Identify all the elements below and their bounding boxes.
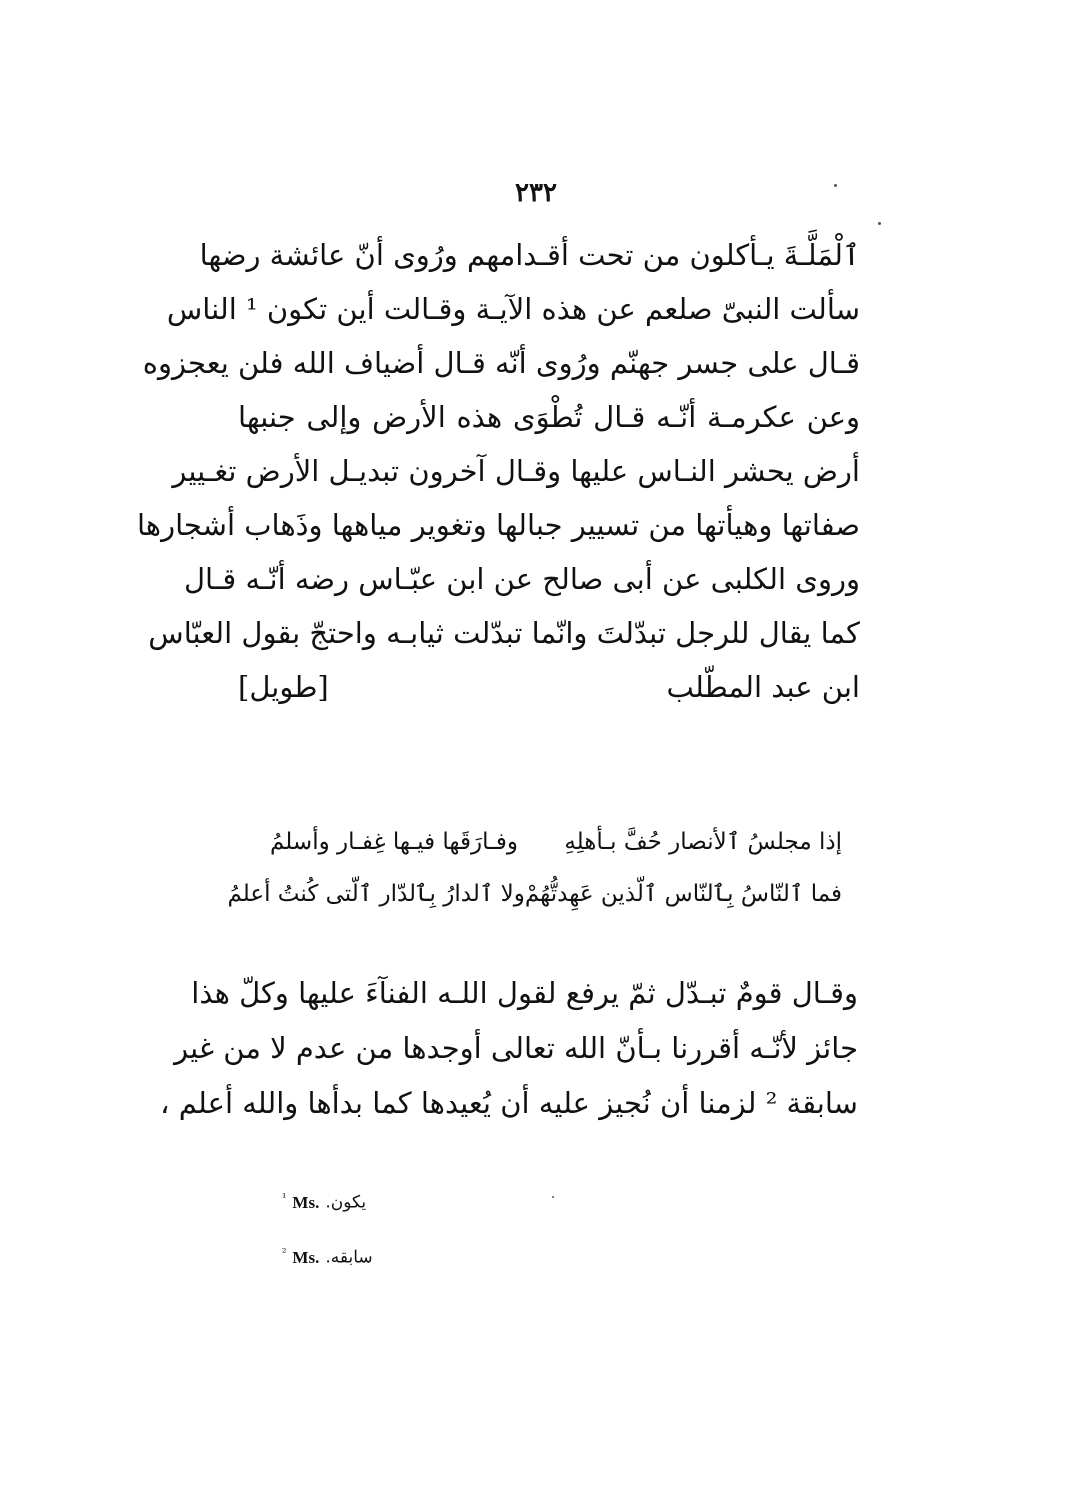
verse-second-hemistich: وفـارَقَها فيـها غِفـار وأسلمُ — [270, 829, 518, 855]
footnote-mark: ¹ — [282, 1191, 287, 1204]
text-line: سألت النبىّ صلعم عن هذه الآيـة وقـالت أين تكون ¹ الناس — [166, 292, 860, 326]
text-line: أرض يحشر النـاس عليها وقـال آخرون تبديـل الأرض تغـيير — [172, 454, 860, 488]
print-speck — [878, 222, 881, 225]
text-line: وعن عكرمـة أنّـه قـال تُطْوَى هذه الأرض وإلى جنبها — [238, 400, 860, 434]
print-speck — [552, 1196, 554, 1198]
footnote-mark: ² — [282, 1246, 287, 1259]
verse-first-hemistich: إذا مجلسُ ٱلأنصار حُفَّ بـأهلِهِ — [564, 829, 842, 855]
page-number: ٢٣٢ — [515, 178, 557, 208]
meter-tag: [طويل] — [238, 670, 329, 704]
text-line: ٱلْمَلَّـةَ يـأكلون من تحت أقـدامهم ورُوى أنّ عائشة رضها — [199, 238, 860, 272]
footnote-variant: يكون. — [325, 1192, 367, 1213]
footnote-ms-label: Ms. — [292, 1192, 320, 1212]
footnotes — [282, 1186, 482, 1296]
footnote-ms-label: Ms. — [292, 1247, 320, 1267]
text-line: جائز لأنّـه أقررنا بـأنّ الله تعالى أوجدها من عدم لا من غير — [174, 1031, 858, 1065]
text-line-with-meter — [238, 660, 860, 714]
verse-first-hemistich: فما ٱلنّاسُ بِٱلنّاس ٱلّذين عَهِدتُّهُمْ — [524, 881, 842, 907]
text-line: قـال على جسر جهنّم ورُوى أنّه قـال أضياف الله فلن يعجزوه — [142, 346, 860, 380]
text-line: وروى الكلبى عن أبى صالح عن ابن عبّـاس رضه أنّـه قـال — [183, 562, 860, 596]
main-paragraph — [136, 228, 860, 714]
text-line-final: ابن عبد المطّلب — [666, 670, 860, 704]
second-paragraph — [160, 966, 858, 1131]
footnote-variant: سابقه. — [325, 1247, 373, 1268]
footnote — [282, 1186, 482, 1241]
footnote — [282, 1241, 482, 1296]
text-line: كما يقال للرجل تبدّلتَ وانّما تبدّلت ثيابـه واحتجّ بقول العبّاس — [148, 616, 860, 650]
text-line: وقـال قومٌ تبـدّل ثمّ يرفع لقول اللـه الفنآءَ عليها وكلّ هذا — [191, 976, 858, 1010]
text-line: سابقة ² لزمنا أن نُجيز عليه أن يُعيدها كما بدأها والله أعلم ، — [160, 1086, 858, 1120]
verse-second-hemistich: ولا ٱلدارُ بِٱلدّار ٱلّتى كُنتُ أعلمُ — [227, 881, 525, 907]
poem-verse — [227, 868, 842, 920]
print-speck — [834, 184, 837, 187]
text-line: صفاتها وهيأتها من تسيير جبالها وتغوير مياهها وذَهاب أشجارها — [136, 508, 860, 542]
poem-verse — [270, 816, 842, 868]
poem-block — [227, 816, 842, 920]
